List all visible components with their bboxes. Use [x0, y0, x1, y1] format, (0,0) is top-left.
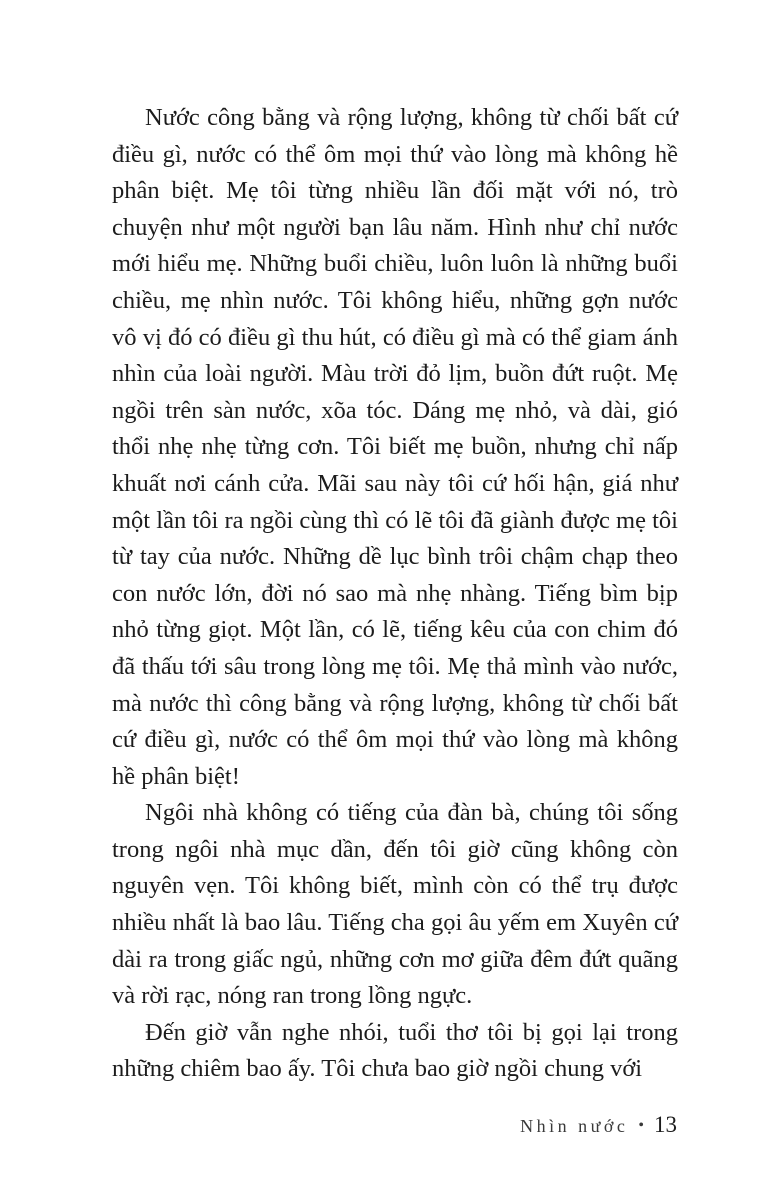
paragraph: Ngôi nhà không có tiếng của đàn bà, chúng tôi sống trong ngôi nhà mục dần, đến tôi giờ cũng không còn nguyên vẹn. Tôi không biết, mình còn có thể trụ được nhiều nhất là bao lâu. Tiếng cha gọi âu yếm em Xuyên cứ dài ra trong giấc ngủ, những cơn mơ giữa đêm đứt quãng và rời rạc, nóng ran trong lồng ngực.: [112, 799, 678, 1010]
footer-bullet-separator: •: [638, 1117, 644, 1134]
running-chapter-title: Nhìn nước: [520, 1116, 629, 1136]
paragraph: Đến giờ vẫn nghe nhói, tuổi thơ tôi bị gọi lại trong những chiêm bao ấy. Tôi chưa bao giờ ngồi chung với: [112, 1018, 678, 1083]
paragraph: Nước công bằng và rộng lượng, không từ chối bất cứ điều gì, nước có thể ôm mọi thứ vào lòng mà không hề phân biệt. Mẹ tôi từng nhiều lần đối mặt với nó, trò chuyện như một người bạn lâu năm. Hình như chỉ nước mới hiểu mẹ. Những buổi chiều, luôn luôn là những buổi chiều, mẹ nhìn nước. Tôi không hiểu, những gợn nước vô vị đó có điều gì thu hút, có điều gì mà có thể giam ánh nhìn của loài người. Màu trời đỏ lịm, buồn đứt ruột. Mẹ ngồi trên sàn nước, xõa tóc. Dáng mẹ nhỏ, và dài, gió thổi nhẹ nhẹ từng cơn. Tôi biết mẹ buồn, nhưng chỉ nấp khuất nơi cánh cửa. Mãi sau này tôi cứ hối hận, giá như một lần tôi ra ngồi cùng thì có lẽ tôi đã giành được mẹ tôi từ tay của nước. Những dề lục bình trôi chậm chạp theo con nước lớn, đời nó sao mà nhẹ nhàng. Tiếng bìm bịp nhỏ từng giọt. Một lần, có lẽ, tiếng kêu của con chim đó đã thấu tới sâu trong lòng mẹ tôi. Mẹ thả mình vào nước, mà nước thì công bằng và rộng lượng, không từ chối bất cứ điều gì, nước có thể ôm mọi thứ vào lòng mà không hề phân biệt!: [112, 104, 678, 790]
page-number: 13: [654, 1112, 677, 1137]
page-footer: [520, 1112, 677, 1138]
body-text: [112, 100, 678, 1088]
